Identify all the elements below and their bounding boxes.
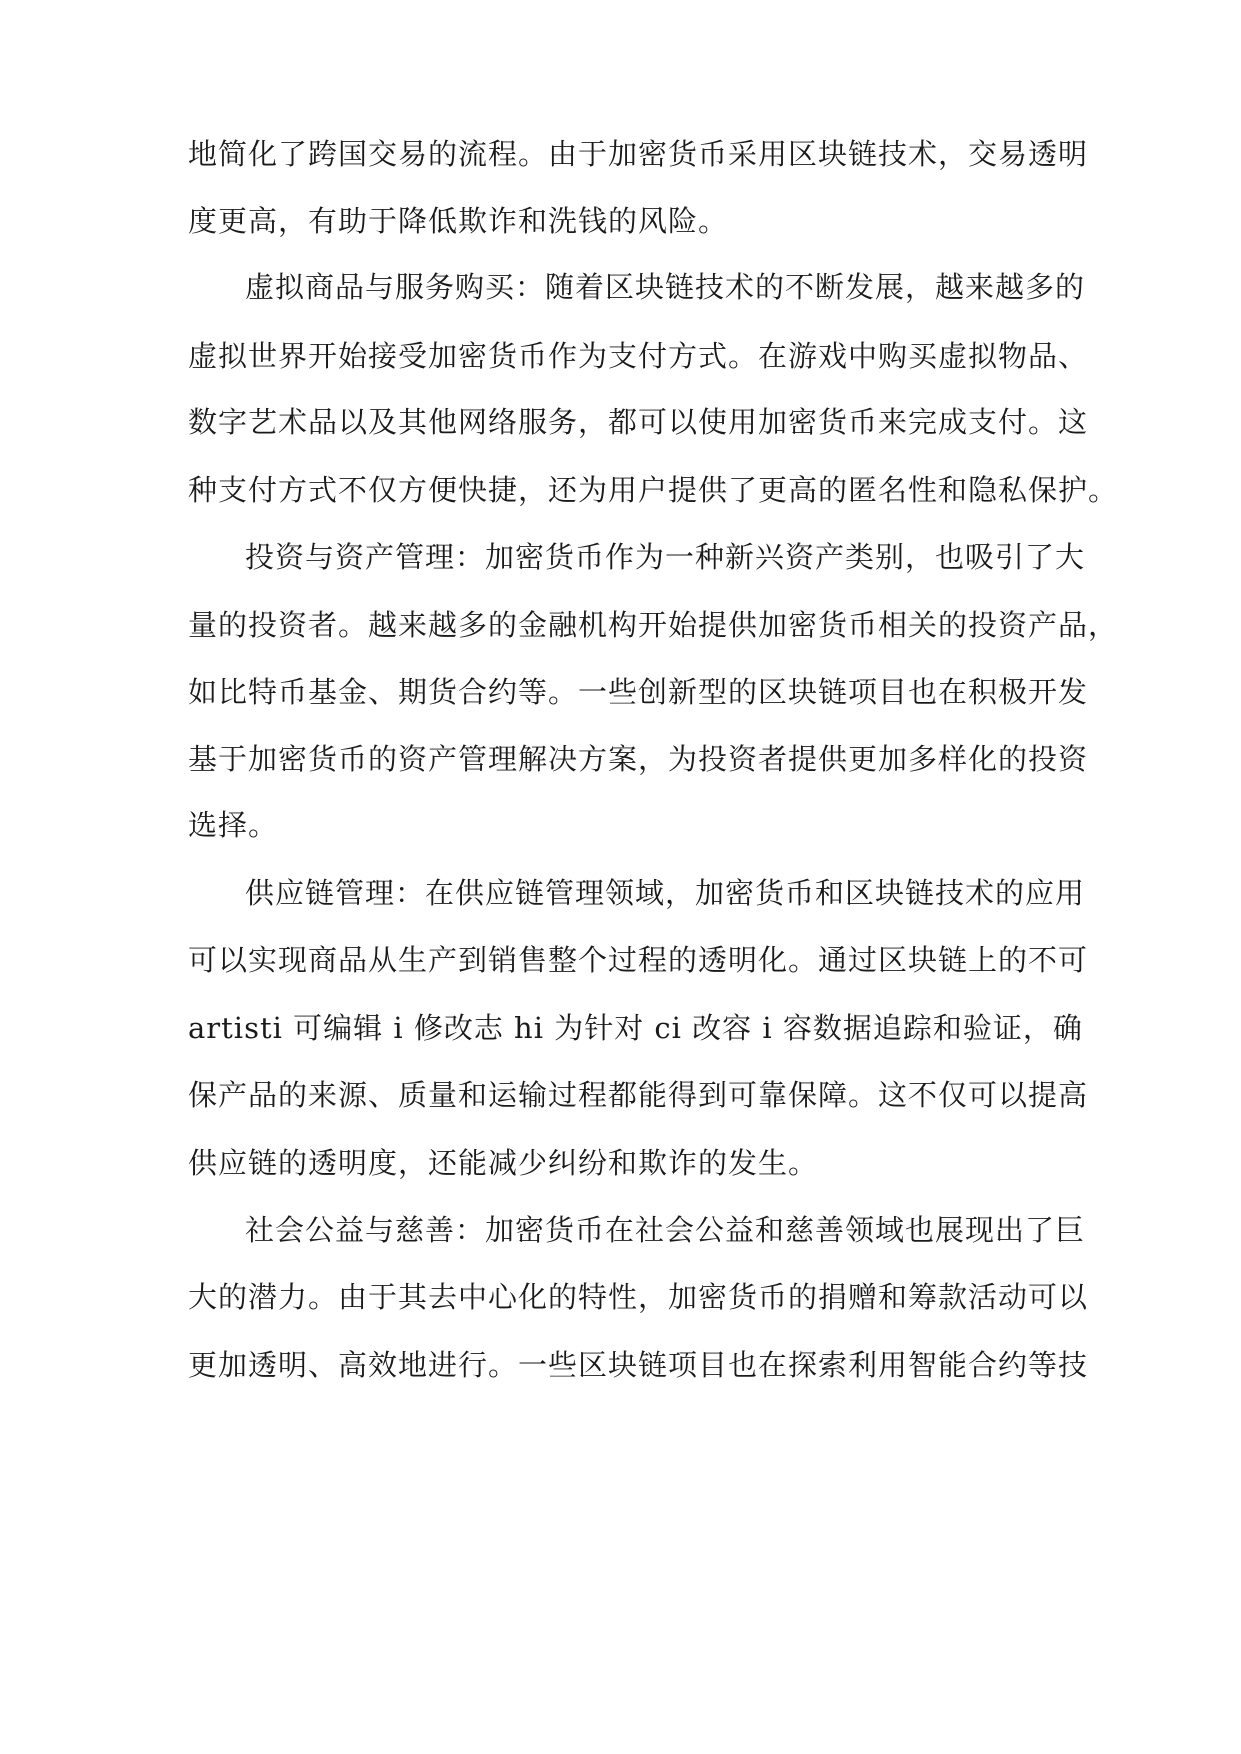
text-line: 虚拟世界开始接受加密货币作为支付方式。在游戏中购买虚拟物品、 [188,339,1089,373]
text-line: 如比特币基金、期货合约等。一些创新型的区块链项目也在积极开发 [188,675,1089,709]
text-line: 地简化了跨国交易的流程。由于加密货币采用区块链技术，交易透明 [188,137,1089,171]
text-line: 量的投资者。越来越多的金融机构开始提供加密货币相关的投资产品， [188,608,1119,642]
text-line: 基于加密货币的资产管理解决方案，为投资者提供更加多样化的投资 [188,742,1089,776]
text-line: 可以实现商品从生产到销售整个过程的透明化。通过区块链上的不可 [188,943,1089,977]
text-line: 供应链的透明度，还能减少纠纷和欺诈的发生。 [188,1146,819,1180]
paragraph-first-line: 虚拟商品与服务购买：随着区块链技术的不断发展，越来越多的 [245,270,1086,304]
text-line: 种支付方式不仅方便快捷，还为用户提供了更高的匿名性和隐私保护。 [188,473,1119,507]
text-line: 数字艺术品以及其他网络服务，都可以使用加密货币来完成支付。这 [188,405,1089,439]
text-line: 度更高，有助于降低欺诈和洗钱的风险。 [188,204,729,238]
text-line: 大的潜力。由于其去中心化的特性，加密货币的捐赠和筹款活动可以 [188,1280,1089,1314]
text-line: 选择。 [188,808,279,842]
paragraph-first-line: 投资与资产管理：加密货币作为一种新兴资产类别，也吸引了大 [245,540,1086,574]
paragraph-first-line: 社会公益与慈善：加密货币在社会公益和慈善领域也展现出了巨 [245,1213,1086,1247]
text-line: 保产品的来源、质量和运输过程都能得到可靠保障。这不仅可以提高 [188,1078,1089,1112]
text-line: artisti 可编辑 i 修改志 hi 为针对 ci 改容 i 容数据追踪和验证，确 [188,1011,1083,1045]
paragraph-first-line: 供应链管理：在供应链管理领域，加密货币和区块链技术的应用 [245,876,1086,910]
text-line: 更加透明、高效地进行。一些区块链项目也在探索利用智能合约等技 [188,1348,1089,1382]
